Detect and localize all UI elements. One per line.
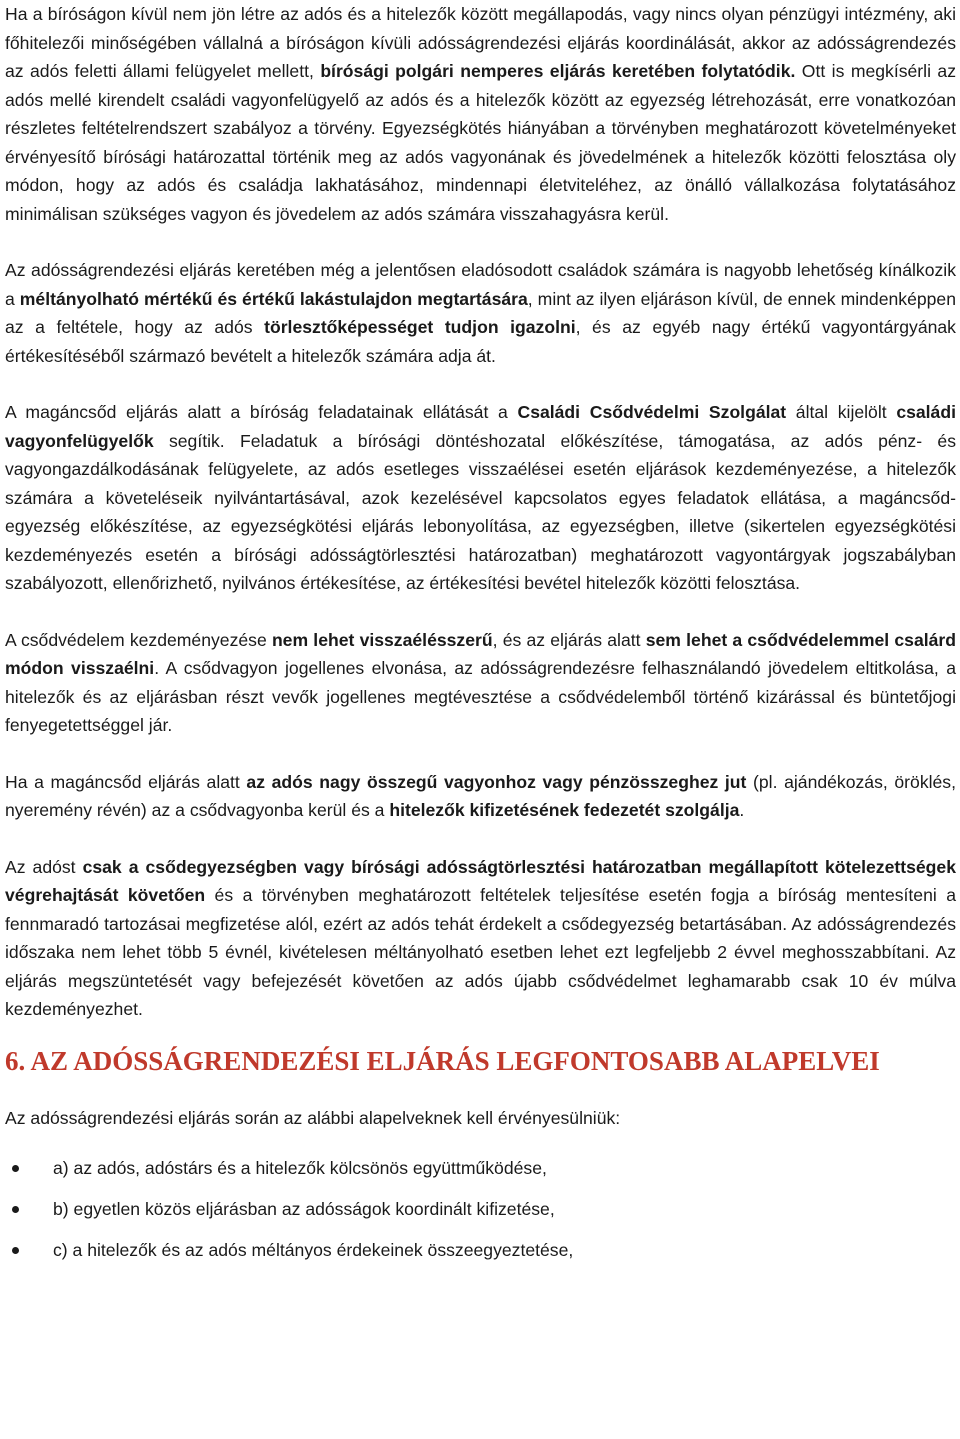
principles-list	[5, 1154, 956, 1277]
emphasis-text: Családi Csődvédelmi Szolgálat	[517, 402, 787, 422]
text-run: , mint az ilyen eljáráson kívül, de ennek mindenképpen az a feltétele, hogy az adós	[5, 288, 956, 337]
emphasis-text: méltányolható mértékű és értékű lakástulajdon megtartására	[19, 288, 528, 309]
emphasis-text: nem lehet visszaélésszerű	[271, 629, 493, 650]
bullet-icon	[12, 1165, 19, 1172]
text-run: segítik. Feladatuk a bírósági döntéshozatal előkészítése, támogatása, az adós pénz- és vagyongazdálkodásának felügyelete, az adós esetleges visszaélései esetén eljárások kezdeményezése, a hitelezők számára a követeléseik nyilvántartásával, azok kezelésével kapcsolatos egyes feladatok ellátása, a magáncsőd-egyezség előkészítése, az egyezségkötési eljárás lebonyolítása, az egyezségben, illetve (sikertelen egyezségkötési kezdeményezés esetén a bírósági adósságtörlesztési határozatban) meghatározott vagyontárgyak jogszabályban szabályozott, ellenőrizhető, nyilvános értékesítése, az értékesítési bevétel hitelezők közötti felosztása.	[5, 430, 956, 593]
list-item	[5, 1195, 956, 1236]
intro-text: Az adósságrendezési eljárás során az alábbi alapelveknek kell érvényesülniük:	[5, 1107, 621, 1128]
text-run: A csődvédelem kezdeményezése	[5, 629, 272, 650]
text-run: Ha a bíróságon kívül nem jön létre az adós és a hitelezők között megállapodás, vagy nincs olyan pénzügyi intézmény, aki főhitelezői minőségében vállalná a bíróságon kívüli adósságrendezési eljárás koordinálását, akkor az adósságrendezés az adós feletti állami felügyelet mellett,	[5, 4, 956, 81]
emphasis-text: hitelezők kifizetésének fedezetét szolgálja	[389, 800, 740, 820]
paragraph	[5, 256, 956, 370]
bullet-icon	[12, 1206, 19, 1213]
text-run: , és az eljárás alatt	[492, 629, 646, 650]
emphasis-text: az adós nagy összegű vagyonhoz vagy pénzösszeghez jut	[246, 771, 747, 792]
text-run: .	[739, 800, 745, 820]
list-item	[5, 1154, 956, 1195]
text-run: A magáncsőd eljárás alatt a bíróság feladatainak ellátását a	[5, 402, 518, 422]
text-run: Az adósságrendezési eljárás keretében még a jelentősen eladósodott családok számára is nagyobb lehetőség kínálkozik a	[5, 260, 956, 309]
paragraph	[5, 0, 956, 228]
text-run: által kijelölt	[786, 402, 897, 422]
body-text	[5, 0, 956, 1024]
list-item	[5, 1236, 956, 1277]
emphasis-text: törlesztőképességet tudjon igazolni	[264, 317, 576, 337]
section-heading: 6. AZ ADÓSSÁGRENDEZÉSI ELJÁRÁS LEGFONTOSABB ALAPELVEI	[5, 1045, 880, 1076]
text-run: Ha a magáncsőd eljárás alatt	[5, 771, 247, 792]
paragraph	[5, 398, 956, 598]
paragraph	[5, 626, 956, 740]
text-run: Az adóst	[5, 856, 83, 877]
list-item-text: a) az adós, adóstárs és a hitelezők kölcsönös együttműködése,	[53, 1158, 547, 1178]
emphasis-text: sem lehet a csődvédelemmel csalárd módon visszaélni	[5, 629, 956, 678]
paragraph	[5, 853, 956, 1024]
emphasis-text: családi vagyonfelügyelők	[5, 402, 956, 451]
bullet-icon	[12, 1247, 19, 1254]
text-run: (pl. ajándékozás, öröklés, nyeremény révén) az a csődvagyonba kerül és a	[5, 771, 956, 820]
list-item-text: b) egyetlen közös eljárásban az adósságok koordinált kifizetése,	[53, 1199, 555, 1219]
text-run: és a törvényben meghatározott feltételek teljesítése esetén fogja a bíróság mentesíteni a fennmaradó tartozásai megfizetése alól, ezért az adós tehát érdekelt a csődegyezség betartásában. Az adósságrendezés időszaka nem lehet több 5 évnél, kivételesen méltányolható esetben lehet ezt legfeljebb 2 évvel meghosszabbítani. Az eljárás megszüntetését vagy befejezését követően az adós újabb csődvédelmet leghamarabb csak 10 év múlva kezdeményezhet.	[5, 885, 956, 1019]
text-run: , és az egyéb nagy értékű vagyontárgyának értékesítéséből származó bevételt a hitelezők számára adja át.	[5, 317, 956, 366]
list-item-text: c) a hitelezők és az adós méltányos érdekeinek összeegyeztetése,	[53, 1240, 574, 1260]
emphasis-text: bírósági polgári nemperes eljárás keretében folytatódik.	[320, 61, 796, 81]
document-page	[5, 0, 956, 1277]
text-run: . A csődvagyon jogellenes elvonása, az adósságrendezésre felhasználandó jövedelem eltitkolása, a hitelezők és az eljárásban részt vevők jogellenes megtévesztése a csődvédelemből történő kizárással és büntetőjogi fenyegetettséggel jár.	[5, 658, 957, 735]
emphasis-text: csak a csődegyezségben vagy bírósági adósságtörlesztési határozatban megállapított kötelezettségek végrehajtását követően	[5, 856, 956, 905]
text-run: Ott is megkísérli az adós mellé kirendelt családi vagyonfelügyelő az adós és a hitelezők között az egyezség létrehozását, erre vonatkozóan részletes feltételrendszert szabályoz a törvény. Egyezségkötés hiányában a törvényben meghatározott követelményeket érvényesítő bírósági határozattal történik meg az adós vagyonának és jövedelmének a hitelezők közötti felosztása oly módon, hogy az adós és családja lakhatásához, mindennapi életviteléhez, az önálló vállalkozása folytatásához minimálisan szükséges vagyon és jövedelem az adós számára visszahagyásra kerül.	[5, 61, 956, 224]
paragraph	[5, 768, 956, 825]
